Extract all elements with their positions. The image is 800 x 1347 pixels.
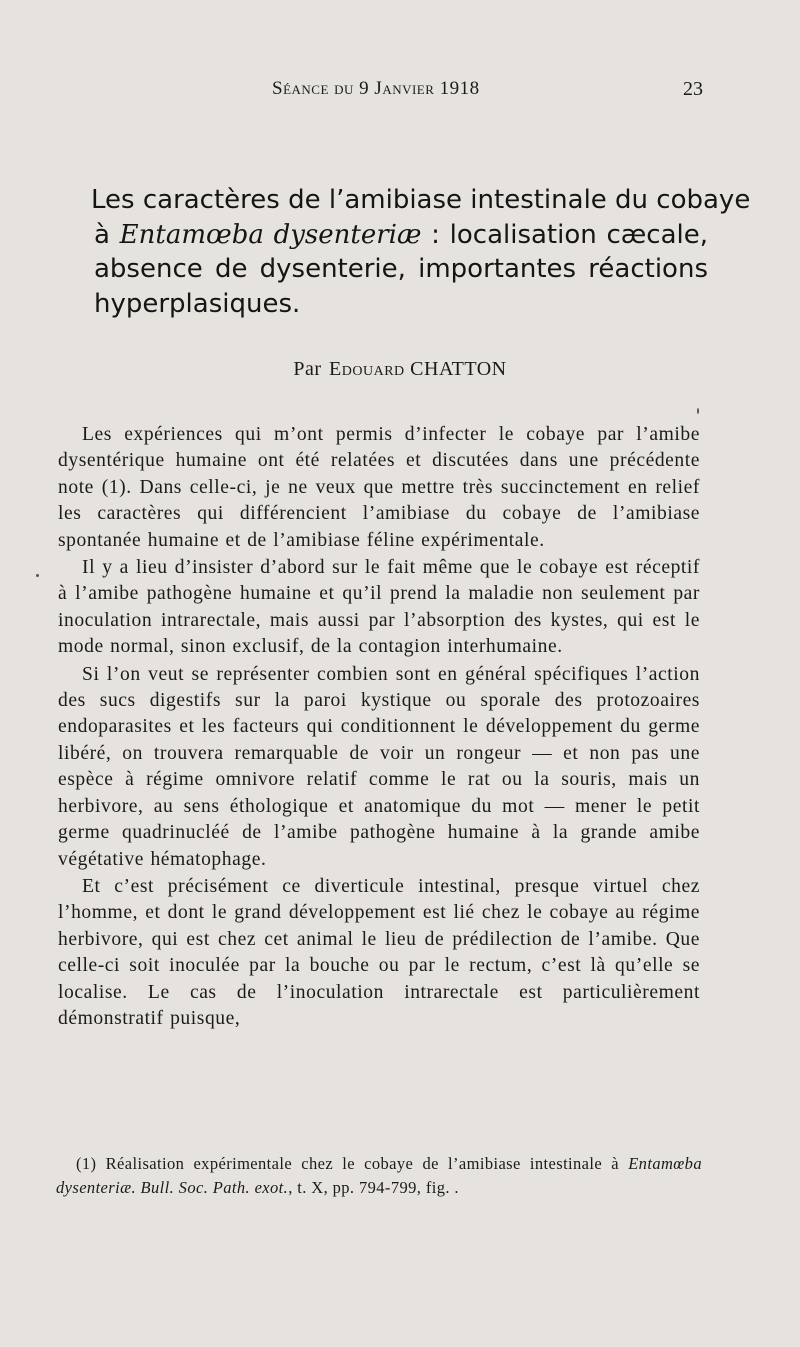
title-line-1: Les caractères de l’amibiase intestinale du cobaye [91,185,751,215]
title-line-2-prefix: à [94,219,120,250]
title-line-2 [94,218,708,253]
title-line-3: absence de dysenterie, importantes réactions [94,254,708,284]
running-head [0,78,800,106]
article-title [91,183,751,321]
title-species-name: Entamœba dysenteriæ [119,219,422,250]
author-prefix: Par [293,358,322,380]
title-line-4: hyperplasiques. [94,288,301,319]
footnote-citation-end: , t. X, pp. 794-799, fig. . [288,1178,459,1197]
article-body [58,422,700,1032]
title-line-2-suffix: : localisation cæcale, [421,219,708,250]
paragraph-2: Il y a lieu d’insister d’abord sur le fait même que le cobaye est réceptif à l’amibe pathogène humaine et qu’il prend la maladie non seulement par inoculation intrarectale, mais aussi par l’absorption des kystes, qui est le mode normal, sinon exclusif, de la contagion interhumaine. [58,557,700,658]
paragraph-4: Et c’est précisément ce diverticule intestinal, presque virtuel chez l’homme, et dont le grand développement est lié chez le cobaye au régime herbivore, qui est chez cet animal le lieu de prédilection de l’amibe. Que celle-ci soit inoculée par la bouche ou par le rectum, c’est là qu’elle se localise. Le cas de l’inoculation intrarectale est particulièrement démonstratif puisque, [58,875,700,1029]
paragraph-3: Si l’on veut se représenter combien sont en général spécifiques l’action des sucs digestifs sur la paroi kystique ou sporale des protozoaires endoparasites et les facteurs qui conditionnent le développement du germe libéré, on trouvera remarquable de voir un rongeur — et non pas une espèce à régime omnivore relatif comme le rat ou la souris, mais un herbivore, au sens éthologique et anatomique du mot — mener le petit germe quadrinucléé de l’amibe pathogène humaine à la grande amibe végétative hématophage. [58,663,700,870]
footnote-marker: (1) [76,1154,97,1173]
author-last-name: CHATTON [410,358,507,380]
footnote [56,1152,702,1200]
author-line [0,358,800,381]
paragraph-1: Les expériences qui m’ont permis d’infecter le cobaye par l’amibe dysentérique humaine ont été relatées et discutées dans une précédente note (1). Dans celle-ci, je ne veux que mettre très succinctement en relief les caractères qui différencient l’amibiase du cobaye de l’amibiase spontanée humaine et de l’amibiase féline expérimentale. [58,424,700,551]
author-first-name: Edouard [329,358,405,380]
page-speck [697,408,699,414]
footnote-citation-italic: Entamœba dysenteriæ. Bull. Soc. Path. exot. [56,1154,702,1197]
running-title: Séance du 9 Janvier 1918 [272,78,480,99]
page-number: 23 [683,78,703,100]
page-speck [36,574,39,577]
footnote-text: Réalisation expérimentale chez le cobaye de l’amibiase intestinale à [96,1154,629,1173]
